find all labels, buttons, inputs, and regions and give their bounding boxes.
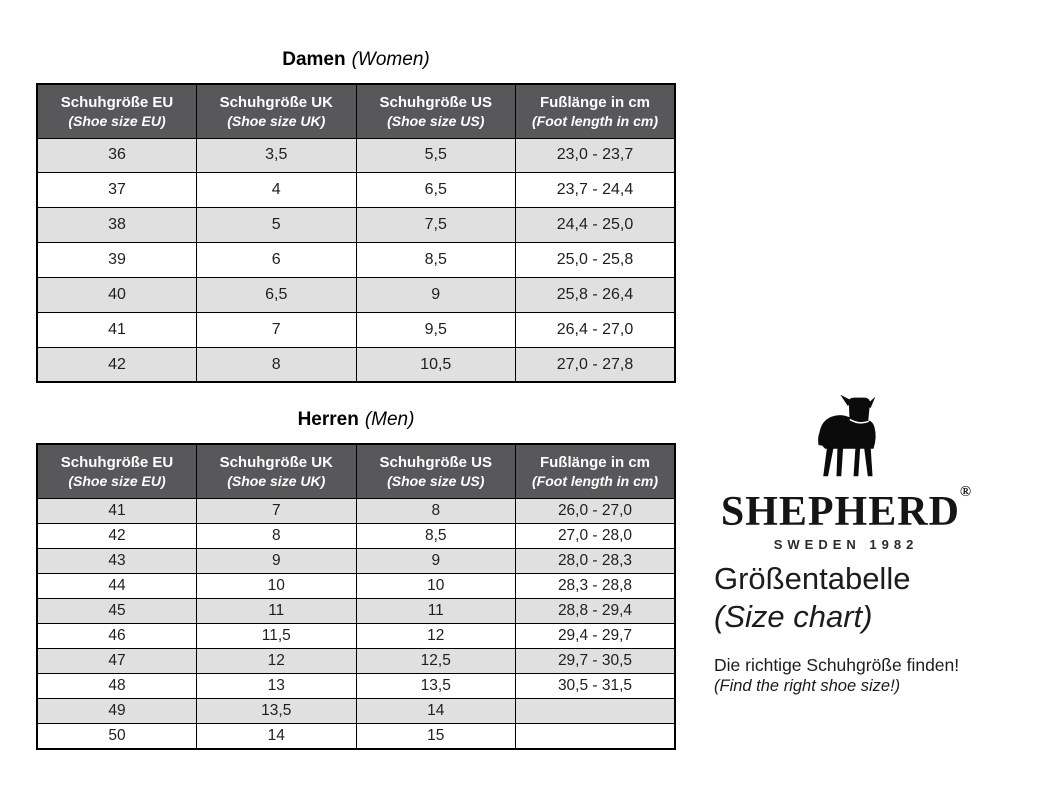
table-cell: 6 [197,243,357,278]
table-cell [516,699,676,724]
table-cell: 12,5 [356,649,516,674]
registered-trademark-symbol: ® [959,484,972,500]
table-cell: 26,0 - 27,0 [516,498,676,523]
table-cell: 13,5 [197,699,357,724]
table-cell: 14 [197,724,357,749]
table-cell: 12 [356,623,516,648]
table-cell: 3,5 [197,138,357,173]
table-cell: 11 [356,598,516,623]
table-row [37,347,675,382]
column-header-de: Fußlänge in cm [539,93,650,111]
table-cell: 49 [37,699,197,724]
table-cell: 27,0 - 28,0 [516,523,676,548]
table-cell: 8 [356,498,516,523]
column-header [37,84,197,138]
table-cell: 29,4 - 29,7 [516,623,676,648]
table-cell: 13 [197,674,357,699]
table-row [37,598,675,623]
table-cell: 15 [356,724,516,749]
column-header-en: (Shoe size EU) [68,112,166,129]
damen-title-en: (Women) [351,49,430,70]
table-cell: 11,5 [197,623,357,648]
table-cell: 28,8 - 29,4 [516,598,676,623]
table-cell: 10 [197,573,357,598]
table-row [37,623,675,648]
table-cell: 45 [37,598,197,623]
table-row [37,138,675,173]
brand-name-text: SHEPHERD [720,489,960,535]
table-row [37,173,675,208]
table-cell: 6,5 [356,173,516,208]
table-cell: 9 [197,548,357,573]
table-cell: 44 [37,573,197,598]
table-cell: 8,5 [356,243,516,278]
table-cell: 11 [197,598,357,623]
column-header-de: Schuhgröße UK [219,93,333,111]
column-header-de: Schuhgröße EU [60,453,174,471]
table-row [37,243,675,278]
column-header [356,84,516,138]
table-cell: 9 [356,548,516,573]
column-header-en: (Shoe size UK) [227,472,326,489]
column-header-de: Schuhgröße US [379,453,492,471]
table-cell: 28,0 - 28,3 [516,548,676,573]
column-header [516,444,676,498]
damen-size-table [36,83,676,383]
column-header-de: Fußlänge in cm [539,453,650,471]
table-cell: 13,5 [356,674,516,699]
table-cell: 42 [37,523,197,548]
brand-name [712,485,980,533]
column-header [516,84,676,138]
column-header-en: (Shoe size UK) [227,112,326,129]
column-header [356,444,516,498]
table-cell: 10,5 [356,347,516,382]
table-row [37,312,675,347]
table-cell: 9,5 [356,312,516,347]
table-cell: 14 [356,699,516,724]
herren-table-title [36,409,676,431]
table-row [37,498,675,523]
column-header-en: (Shoe size EU) [68,472,166,489]
size-chart-heading-en: (Size chart) [714,599,873,634]
table-cell: 48 [37,674,197,699]
table-row [37,208,675,243]
size-chart-heading-de: Größentabelle [714,561,911,596]
table-cell: 9 [356,278,516,313]
table-cell: 26,4 - 27,0 [516,312,676,347]
column-header [37,444,197,498]
table-cell: 24,4 - 25,0 [516,208,676,243]
table-cell: 27,0 - 27,8 [516,347,676,382]
table-cell: 23,0 - 23,7 [516,138,676,173]
sidebar-headings [714,560,1014,697]
table-row [37,278,675,313]
table-cell: 43 [37,548,197,573]
table-cell: 29,7 - 30,5 [516,649,676,674]
table-cell: 23,7 - 24,4 [516,173,676,208]
column-header-en: (Foot length in cm) [532,472,658,489]
table-row [37,674,675,699]
table-cell: 39 [37,243,197,278]
table-cell: 41 [37,498,197,523]
table-cell: 37 [37,173,197,208]
table-cell: 50 [37,724,197,749]
table-cell: 40 [37,278,197,313]
table-row [37,724,675,749]
table-cell: 38 [37,208,197,243]
table-cell: 5 [197,208,357,243]
herren-title-en: (Men) [364,409,415,430]
table-cell: 47 [37,649,197,674]
column-header [197,444,357,498]
table-cell: 46 [37,623,197,648]
column-header [197,84,357,138]
table-cell: 42 [37,347,197,382]
column-header-de: Schuhgröße US [379,93,492,111]
brand-tagline: SWEDEN 1982 [773,537,919,552]
table-row [37,573,675,598]
column-header-en: (Shoe size US) [387,472,485,489]
table-cell: 4 [197,173,357,208]
table-cell: 30,5 - 31,5 [516,674,676,699]
table-cell: 28,3 - 28,8 [516,573,676,598]
table-cell: 25,8 - 26,4 [516,278,676,313]
table-cell: 8,5 [356,523,516,548]
column-header-en: (Shoe size US) [387,112,485,129]
table-row [37,523,675,548]
damen-title-de: Damen [282,49,346,70]
table-cell: 6,5 [197,278,357,313]
column-header-en: (Foot length in cm) [532,112,658,129]
table-cell [516,724,676,749]
table-cell: 5,5 [356,138,516,173]
herren-title-de: Herren [297,409,359,430]
table-row [37,548,675,573]
herren-header-row [37,444,675,498]
table-cell: 7 [197,498,357,523]
lamb-icon [798,391,894,481]
table-cell: 10 [356,573,516,598]
herren-size-table [36,443,676,750]
table-cell: 7 [197,312,357,347]
damen-header-row [37,84,675,138]
table-row [37,699,675,724]
find-size-text-de: Die richtige Schuhgröße finden! [714,655,960,675]
table-row [37,649,675,674]
column-header-de: Schuhgröße EU [60,93,174,111]
damen-table-title [36,49,676,71]
column-header-de: Schuhgröße UK [219,453,333,471]
table-cell: 36 [37,138,197,173]
table-cell: 8 [197,523,357,548]
table-cell: 25,0 - 25,8 [516,243,676,278]
table-cell: 7,5 [356,208,516,243]
table-cell: 41 [37,312,197,347]
table-cell: 8 [197,347,357,382]
find-size-text-en: (Find the right shoe size!) [714,677,901,695]
brand-block [712,391,980,552]
table-cell: 12 [197,649,357,674]
